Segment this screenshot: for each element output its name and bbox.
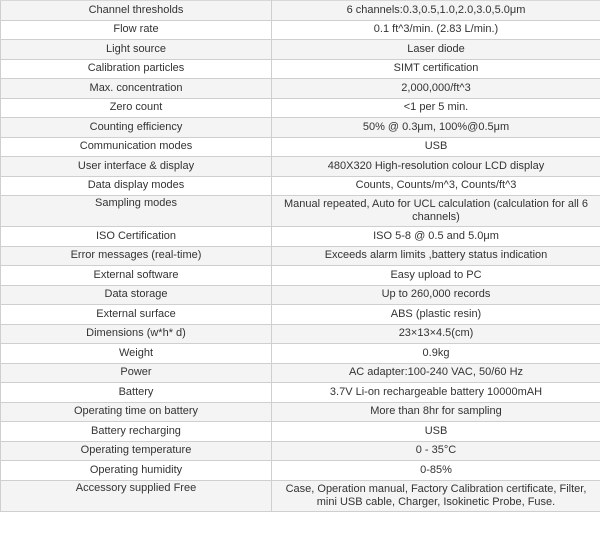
spec-value: USB xyxy=(272,422,600,442)
spec-label: Calibration particles xyxy=(1,59,272,79)
table-row xyxy=(1,422,600,442)
spec-label: Counting efficiency xyxy=(1,118,272,138)
spec-label: External surface xyxy=(1,305,272,325)
spec-label: Data storage xyxy=(1,285,272,305)
spec-value: Laser diode xyxy=(272,40,600,60)
spec-value: More than 8hr for sampling xyxy=(272,402,600,422)
spec-value: Counts, Counts/m^3, Counts/ft^3 xyxy=(272,176,600,196)
spec-label: Data display modes xyxy=(1,176,272,196)
table-row xyxy=(1,20,600,40)
table-row xyxy=(1,196,600,227)
table-row xyxy=(1,383,600,403)
table-row xyxy=(1,98,600,118)
spec-label: External software xyxy=(1,266,272,286)
spec-value: Manual repeated, Auto for UCL calculation (calculation for all 6 channels) xyxy=(272,196,600,227)
table-row xyxy=(1,285,600,305)
spec-label: Light source xyxy=(1,40,272,60)
spec-value: 480X320 High-resolution colour LCD display xyxy=(272,157,600,177)
table-row xyxy=(1,118,600,138)
spec-label: Battery recharging xyxy=(1,422,272,442)
spec-label: Operating temperature xyxy=(1,441,272,461)
table-row xyxy=(1,227,600,247)
spec-value: 0-85% xyxy=(272,461,600,481)
spec-value: 50% @ 0.3μm, 100%@0.5μm xyxy=(272,118,600,138)
spec-label: Weight xyxy=(1,344,272,364)
spec-value: <1 per 5 min. xyxy=(272,98,600,118)
spec-label: Communication modes xyxy=(1,137,272,157)
spec-value: 6 channels:0.3,0.5,1.0,2.0,3.0,5.0μm xyxy=(272,1,600,21)
spec-label: ISO Certification xyxy=(1,227,272,247)
table-row xyxy=(1,363,600,383)
spec-label: Operating time on battery xyxy=(1,402,272,422)
spec-label: Power xyxy=(1,363,272,383)
spec-value: USB xyxy=(272,137,600,157)
spec-label: Error messages (real-time) xyxy=(1,246,272,266)
spec-value: ISO 5-8 @ 0.5 and 5.0μm xyxy=(272,227,600,247)
table-row xyxy=(1,305,600,325)
spec-value: Case, Operation manual, Factory Calibration certificate, Filter, mini USB cable, Charger, Isokinetic Probe, Fuse. xyxy=(272,480,600,511)
spec-label: Channel thresholds xyxy=(1,1,272,21)
spec-value: 23×13×4.5(cm) xyxy=(272,324,600,344)
spec-label: Sampling modes xyxy=(1,196,272,227)
table-row xyxy=(1,59,600,79)
spec-value: Up to 260,000 records xyxy=(272,285,600,305)
spec-label: Max. concentration xyxy=(1,79,272,99)
table-row xyxy=(1,344,600,364)
table-row xyxy=(1,266,600,286)
spec-value: SIMT certification xyxy=(272,59,600,79)
table-row xyxy=(1,246,600,266)
spec-label: Accessory supplied Free xyxy=(1,480,272,511)
spec-label: Flow rate xyxy=(1,20,272,40)
table-row xyxy=(1,79,600,99)
table-row xyxy=(1,324,600,344)
spec-label: Dimensions (w*h* d) xyxy=(1,324,272,344)
table-row xyxy=(1,137,600,157)
table-row xyxy=(1,176,600,196)
spec-value: 2,000,000/ft^3 xyxy=(272,79,600,99)
spec-value: 0 - 35°C xyxy=(272,441,600,461)
spec-label: Battery xyxy=(1,383,272,403)
spec-value: ABS (plastic resin) xyxy=(272,305,600,325)
spec-label: User interface & display xyxy=(1,157,272,177)
spec-value: AC adapter:100-240 VAC, 50/60 Hz xyxy=(272,363,600,383)
spec-value: 0.1 ft^3/min. (2.83 L/min.) xyxy=(272,20,600,40)
spec-value: Exceeds alarm limits ,battery status indication xyxy=(272,246,600,266)
spec-label: Operating humidity xyxy=(1,461,272,481)
table-row xyxy=(1,480,600,511)
spec-value: Easy upload to PC xyxy=(272,266,600,286)
spec-value: 3.7V Li-on rechargeable battery 10000mAH xyxy=(272,383,600,403)
spec-value: 0.9kg xyxy=(272,344,600,364)
table-row xyxy=(1,1,600,21)
table-row xyxy=(1,441,600,461)
table-row xyxy=(1,157,600,177)
table-row xyxy=(1,461,600,481)
spec-label: Zero count xyxy=(1,98,272,118)
table-row xyxy=(1,40,600,60)
table-row xyxy=(1,402,600,422)
